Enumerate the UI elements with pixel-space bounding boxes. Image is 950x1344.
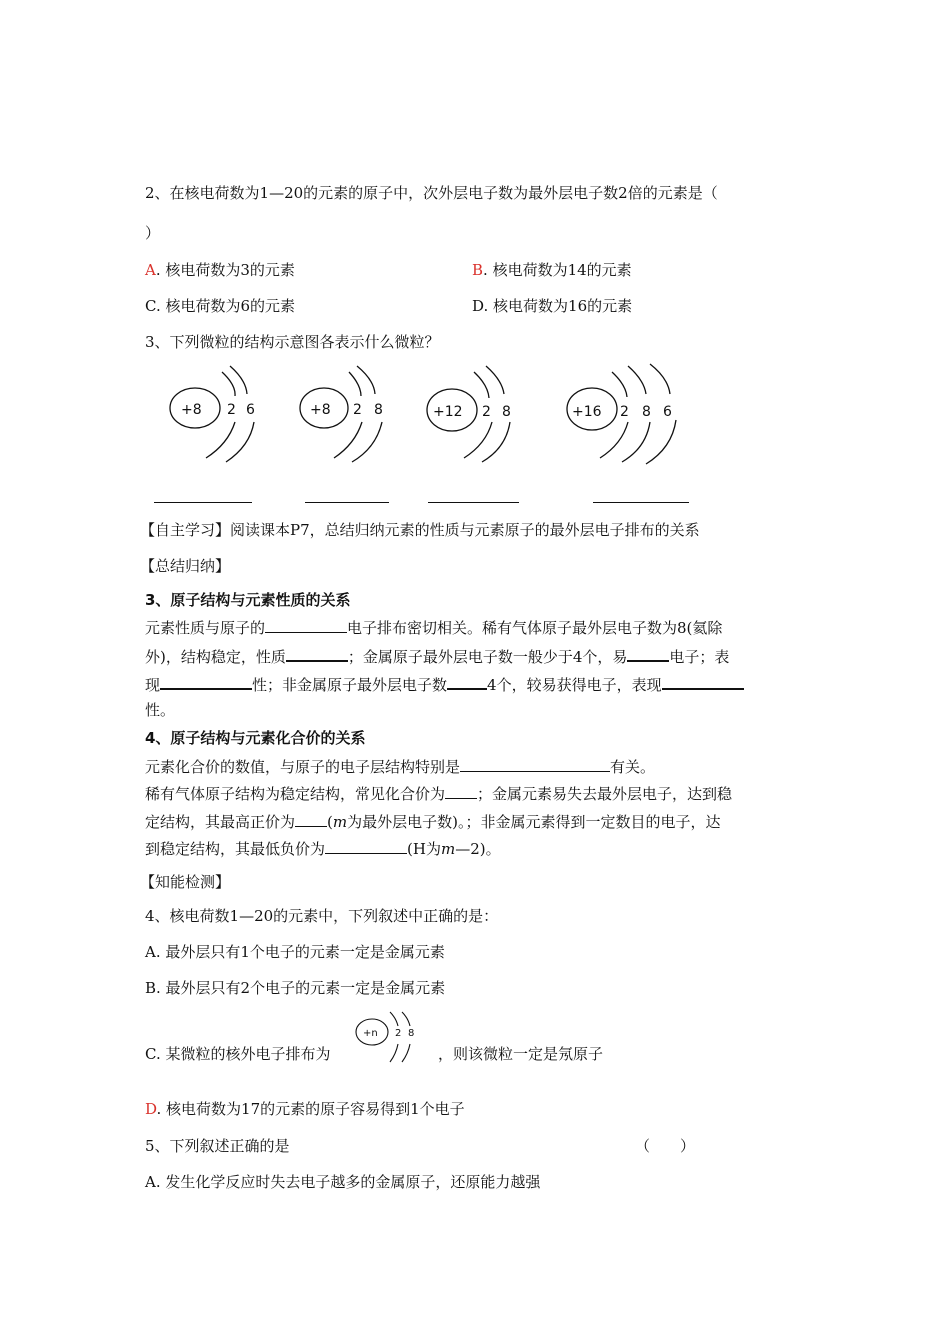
q2-option-b-text: . 核电荷数为14的元素 <box>483 261 632 279</box>
diagram-1-shell-arc <box>230 366 247 394</box>
summary-heading: 【总结归纳】 <box>140 557 231 575</box>
fill-blank[interactable] <box>627 645 669 662</box>
fill-blank[interactable] <box>662 673 744 690</box>
sec3-line-2 <box>145 645 729 667</box>
q2-option-a-letter: A <box>145 261 156 279</box>
diagram-4-shell-count: 6 <box>663 404 672 420</box>
q4-stem: 4、核电荷数1—20的元素中，下列叙述中正确的是： <box>145 907 499 925</box>
sec3-text: 电子；表 <box>669 648 730 666</box>
q4-diagram-shell-count: 8 <box>408 1028 415 1039</box>
q2-option-a <box>145 260 295 280</box>
q5-stem: 5、下列叙述正确的是 <box>145 1137 290 1155</box>
sec3-title: 3、原子结构与元素性质的关系 <box>145 591 351 609</box>
q4-option-c-pre: C. 某微粒的核外电子排布为 <box>145 1045 331 1063</box>
self-study-line: 【自主学习】阅读课本P7，总结归纳元素的性质与元素原子的最外层电子排布的关系 <box>140 521 700 539</box>
q4-atom-diagram <box>350 1008 430 1068</box>
fill-blank[interactable] <box>447 673 487 690</box>
answer-line-3[interactable] <box>428 502 519 503</box>
fill-blank[interactable] <box>445 783 477 799</box>
q4-option-c-post: ，则该微粒一定是氖原子 <box>438 1045 604 1063</box>
sec3-text: 性；非金属原子最外层电子数 <box>252 676 448 694</box>
sec4-line-1 <box>145 756 655 777</box>
sec4-text: 有关。 <box>610 758 656 776</box>
q2-option-c: C. 核电荷数为6的元素 <box>145 297 296 315</box>
sec4-text: 的电子层结构特别是 <box>325 758 461 776</box>
sec4-text: 定结构，其最高正价为 <box>145 813 296 831</box>
diagram-1-shell-count: 2 <box>227 402 236 418</box>
answer-line-2[interactable] <box>305 502 389 503</box>
diagram-1-shell-arc <box>222 372 235 396</box>
diagram-2-shell-arc <box>334 422 362 458</box>
fill-blank[interactable] <box>160 673 252 690</box>
diagram-4-shell-arc <box>650 364 670 394</box>
sec4-title: 4、原子结构与元素化合价的关系 <box>145 729 366 747</box>
diagram-3-shell-arc <box>482 422 510 462</box>
answer-line-1[interactable] <box>154 502 252 503</box>
sec4-text: —2)。 <box>455 840 501 858</box>
sec3-text: 外)，结构稳定，性质 <box>145 648 286 666</box>
diagram-2-shell-arc <box>349 372 361 396</box>
diagram-4-shell-arc <box>628 366 646 394</box>
q4-diagram-nucleus: +n <box>363 1028 378 1039</box>
sec4-text: (H为 <box>407 840 441 858</box>
diagram-3-nucleus: +12 <box>433 404 463 420</box>
q2-option-b <box>472 260 632 280</box>
diagram-2-nucleus: +8 <box>310 402 331 418</box>
q2-option-b-letter: B <box>472 261 484 279</box>
diagram-4-shell-arc <box>646 420 676 464</box>
q4-option-d-letter: D <box>145 1100 157 1118</box>
diagram-3-shell-count: 2 <box>482 404 491 420</box>
fill-blank[interactable] <box>265 617 347 633</box>
sec3-text: 4个，较易获得电子，表现 <box>487 676 662 694</box>
diagram-1-shell-arc <box>206 422 235 458</box>
diagram-3-shell-arc <box>474 372 489 398</box>
fill-blank[interactable] <box>460 756 610 772</box>
sec4-text: ( <box>327 813 333 831</box>
sec4-line-2 <box>145 783 732 804</box>
diagram-2-shell-count: 8 <box>374 402 383 418</box>
check-heading: 【知能检测】 <box>140 873 231 891</box>
sec3-line-1 <box>145 617 722 638</box>
sec4-line-4 <box>145 838 501 859</box>
diagram-1-shell-arc <box>226 422 254 462</box>
sec4-text: 到稳定结构，其最低负价为 <box>145 840 326 858</box>
diagram-4-shell-count: 8 <box>642 404 651 420</box>
q2-option-d: D. 核电荷数为16的元素 <box>472 297 633 315</box>
sec3-text: 现 <box>145 676 161 694</box>
diagram-1-nucleus: +8 <box>181 402 202 418</box>
diagram-1-shell-count: 6 <box>246 402 255 418</box>
sec3-line-3 <box>145 673 744 695</box>
sec4-variable-m: m <box>440 840 456 858</box>
sec3-line-4: 性。 <box>145 701 176 719</box>
q4-option-b: B. 最外层只有2个电子的元素一定是金属元素 <box>145 979 446 997</box>
q4-option-d <box>145 1099 465 1119</box>
sec4-line-3 <box>145 811 720 832</box>
sec3-text: ；金属原子最外层电子数一般少于4个，易 <box>347 648 628 666</box>
q4-option-d-text: . 核电荷数为17的元素的原子容易得到1个电子 <box>156 1100 465 1118</box>
fill-blank[interactable] <box>325 838 407 854</box>
sec3-text: 元素性质与原子的 <box>145 619 266 637</box>
sec4-text: 为最外层电子数)。；非金属元素得到一定数目的电子，达 <box>347 813 721 831</box>
diagram-3-shell-count: 8 <box>502 404 511 420</box>
q2-stem-end: ） <box>145 224 161 242</box>
answer-line-4[interactable] <box>593 502 689 503</box>
q2-option-a-text: . 核电荷数为3的元素 <box>155 261 295 279</box>
q3-stem: 3、下列微粒的结构示意图各表示什么微粒？ <box>145 333 440 351</box>
fill-blank[interactable] <box>295 811 327 827</box>
q5-answer-paren: （ ） <box>635 1137 696 1155</box>
sec4-text: 元素化合价的数值，与原子 <box>145 758 326 776</box>
diagram-3-shell-arc <box>464 422 492 458</box>
q4-option-a: A. 最外层只有1个电子的元素一定是金属元素 <box>145 943 445 961</box>
diagram-2-shell-arc <box>352 422 382 462</box>
diagram-4-shell-arc <box>612 372 627 397</box>
diagram-2-shell-count: 2 <box>353 402 362 418</box>
sec4-text: ；金属元素易失去最外层电子，达到稳 <box>477 785 733 803</box>
sec3-text: 电子排布密切相关。稀有气体原子最外层电子数为8(氦除 <box>347 619 723 637</box>
fill-blank[interactable] <box>286 645 348 662</box>
diagram-3-shell-arc <box>486 366 504 394</box>
atom-structure-diagrams <box>0 360 950 470</box>
sec4-text: 稀有气体原子结构为稳定结构，常见化合价为 <box>145 785 446 803</box>
diagram-4-nucleus: +16 <box>572 404 602 420</box>
q5-option-a: A. 发生化学反应时失去电子越多的金属原子，还原能力越强 <box>145 1173 541 1191</box>
diagram-4-shell-count: 2 <box>620 404 629 420</box>
q4-diagram-shell-count: 2 <box>395 1028 402 1039</box>
sec4-variable-m: m <box>332 813 348 831</box>
q2-stem: 2、在核电荷数为1—20的元素的原子中，次外层电子数为最外层电子数2倍的元素是（ <box>145 184 718 202</box>
